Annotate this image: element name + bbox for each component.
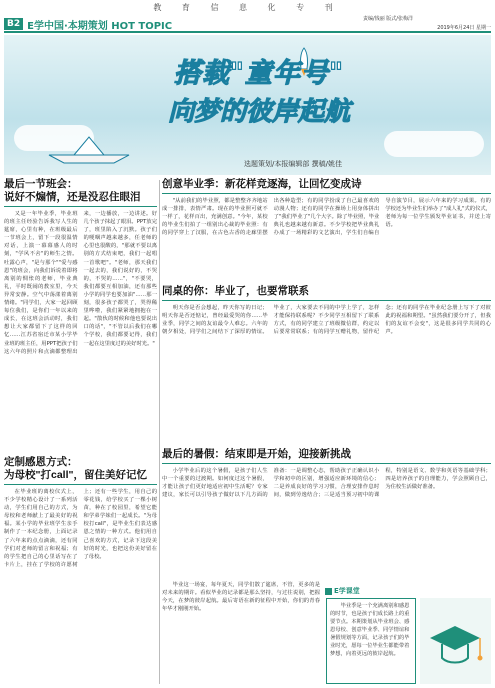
article-body: 在毕业班的离校仪式上，不少学校精心设计了一系列活动，学生们用自己的方式，为母校和老师献上了最美好的祝福。某小学的毕业班学生亲手制作了一本纪念册，上面记录了六年来的点点滴滴，还有同学们对老师的留言和祝福；有的学生把自己的心里话写在了卡片上，挂在了学校的许愿树上；还有一些学生，用自己的零花钱，给学校买了一棵小树苗，种在了校园里，希望它能和学弟学妹们一起成长。"为母校打call"，是毕业生们表达感恩之情的一种方式。他们用自己喜欢的方式，记录下这段美好的时光，也把这份美好留在了母校。 xyxy=(4,489,157,568)
section-subtitle: 说好不煽情，还是没忍住眼泪 xyxy=(4,191,141,203)
issue-date: 2019年6月24日 星期一 xyxy=(437,25,491,31)
section-title: 最后的暑假：结束即是开始，迎接新挑战 xyxy=(162,448,351,460)
estudy-box: 毕业季是一个充满离别和感恩的时节，也是孩子们成长路上的重要节点。本期策划从毕业班会、感恩母校、创意毕业季、同学情谊和暑假规划等方面，记录孩子们的毕业时光，愿每一位毕业生都能带着梦想，向着更远的彼岸起航。 xyxy=(326,598,416,684)
section-rule xyxy=(162,463,491,464)
section-title: 定制感恩方式： xyxy=(4,456,78,468)
column-divider xyxy=(159,180,160,684)
left-column xyxy=(4,178,157,660)
section-title: 同桌的你：毕业了，也要常联系 xyxy=(162,285,309,297)
article-body: "从前我们的毕业照，都是整整齐齐地站成一排排，表情严肃。现在的毕业照可就不一样了，花样百出，充满创意。"今年，某校的毕业生们拍了一组别出心裁的毕业照：有的同学穿上了汉服，在古色古香的走廊里摆出各种造型；有的同学扮成了自己最喜欢的动漫人物；还有的同学在操场上用身体拼出了"我们毕业了"几个大字。除了毕业照，毕业典礼也越来越有新意。不少学校把毕业典礼办成了一场精彩的文艺演出，学生们自编自导自演节目，展示六年来的学习成果。有的学校还为毕业生们举办了"成人礼"式的仪式，老师为每一位学生颁发毕业证书，并送上寄语。 xyxy=(162,198,491,237)
paper-name: E学中国·本期策划 HOT TOPIC xyxy=(27,20,173,32)
square-icon xyxy=(325,588,332,595)
banner-subtitle: 向梦的彼岸起航 xyxy=(167,97,350,127)
section-rule xyxy=(4,484,157,485)
paper-boat-icon xyxy=(44,133,134,165)
cloud-shape xyxy=(384,131,484,157)
section-rule xyxy=(162,193,491,194)
section-title: 创意毕业季：新花样竞逐海，让回忆变成诗 xyxy=(162,178,362,190)
graduation-illustration xyxy=(420,598,491,684)
estudy-label: E学课堂 xyxy=(325,586,385,596)
section-rule xyxy=(162,300,491,301)
article-body: 明天你是否会想起，昨天你写的日记；明天你是否还惦记，曾经最爱哭的你……毕业季，同学之间的友谊最令人难忘。六年的朝夕相处，同学们之间结下了深厚的情谊。毕业了，大家要去不同的中学上学了，怎样才能保持联系呢？不少同学互相留下了联系方式，有的同学建立了班级微信群，约定以后要常常联系；有的同学互赠礼物，留作纪念；还有的同学在毕业纪念册上写下了对彼此的祝福和期望。"虽然我们要分开了，但我们的友谊不会变"，这是很多同学共同的心声。 xyxy=(162,305,491,336)
feature-banner xyxy=(4,35,491,175)
page-number: B2 xyxy=(4,18,23,30)
right-column xyxy=(162,178,491,629)
banner-title: 搭载"童年号" xyxy=(173,58,345,89)
editors-credit xyxy=(363,16,413,23)
article-body: 又是一年毕业季，毕业班的班主任经验告诉我写人生的筵席，心里有种，在班级最后一节班会上，留下一段很温情对话，上演一幕幕感人的时刻，"学风不舍"的师生之情。吐露心声，"是与那个""爱与感恩"的班会，向我们诉说着即将离别的惆怅的老师，毕业典礼，平时既闹的教室里，今天异常安静。空气中荡漾着离别情绪。"同学们，大家一起回顾每位我们，是你们一年以来的成长，在这班会活动时，我们想让大家都留下了这样的回忆……江苏省宿迁市某小学毕业班的班主任，用PPT把孩子们这六年的照片和点滴都整理出来，一边播放，一边讲述。好几个孩子抹起了眼泪。PPT放完了，班里陷入了沉默。孩子们的哽咽声越来越多，任老师的心里也很酸的，"那就不要以离别的方式结束吧，我们一起唱一首歌吧"。"老师，那天我们一起去的，我们说好的，不哭的，不哭的……"，"不要哭，我们都要互相加油，还有那些小学的同学也要加油"……那一刻，很多孩子都哭了，哭得稀里哗啦，我们紧紧地拥抱在一起。"散伙的时候和他也要说出口的话"，"不管以后我们在哪个学校，我们都要记得，我们一起在这里度过的美好时光。" xyxy=(4,211,157,355)
article-body: 小学毕业后的这个暑假，是孩子们人生中一个重要的过渡期。如何度过这个暑假，才能让孩子们更好地适应初中生活呢？专家建议，家长可以引导孩子做好以下几方面的准备：一是调整心态，帮助孩子正确认识小学和初中的区别，增强适应新环境的信心；二是养成良好的学习习惯，合理安排作息时间，做到劳逸结合；三是适当预习初中的课程，特别是语文、数学和英语等基础学科；四是培养孩子的自理能力，学会照顾自己，为住校生活做好准备。 xyxy=(162,468,491,499)
header-rule xyxy=(4,31,491,33)
masthead-slogan: 教 育 信 息 化 专 刊 xyxy=(153,3,342,12)
section-rule xyxy=(4,206,157,207)
editors-line: 责编/钱丽 版式/张梅洋 xyxy=(363,16,413,22)
banner-credit: 选题策划/本报编辑部 撰稿/姚佳 xyxy=(244,160,342,168)
closing-paragraph: 毕业这一场宴，每年夏天，同学们散了筵席，不管，更多的是对未来的期许。看似毕业的记录都是那么坚持，与过往说别，把握今天，在梦的彼岸起航。最后寄语在新的征程中开始，你们的青春年华才刚刚开始。 xyxy=(162,582,320,613)
section-title: 最后一节班会： xyxy=(4,178,78,190)
section-subtitle: 为母校"打call"，留住美好记忆 xyxy=(4,469,147,481)
page-header xyxy=(4,17,491,31)
